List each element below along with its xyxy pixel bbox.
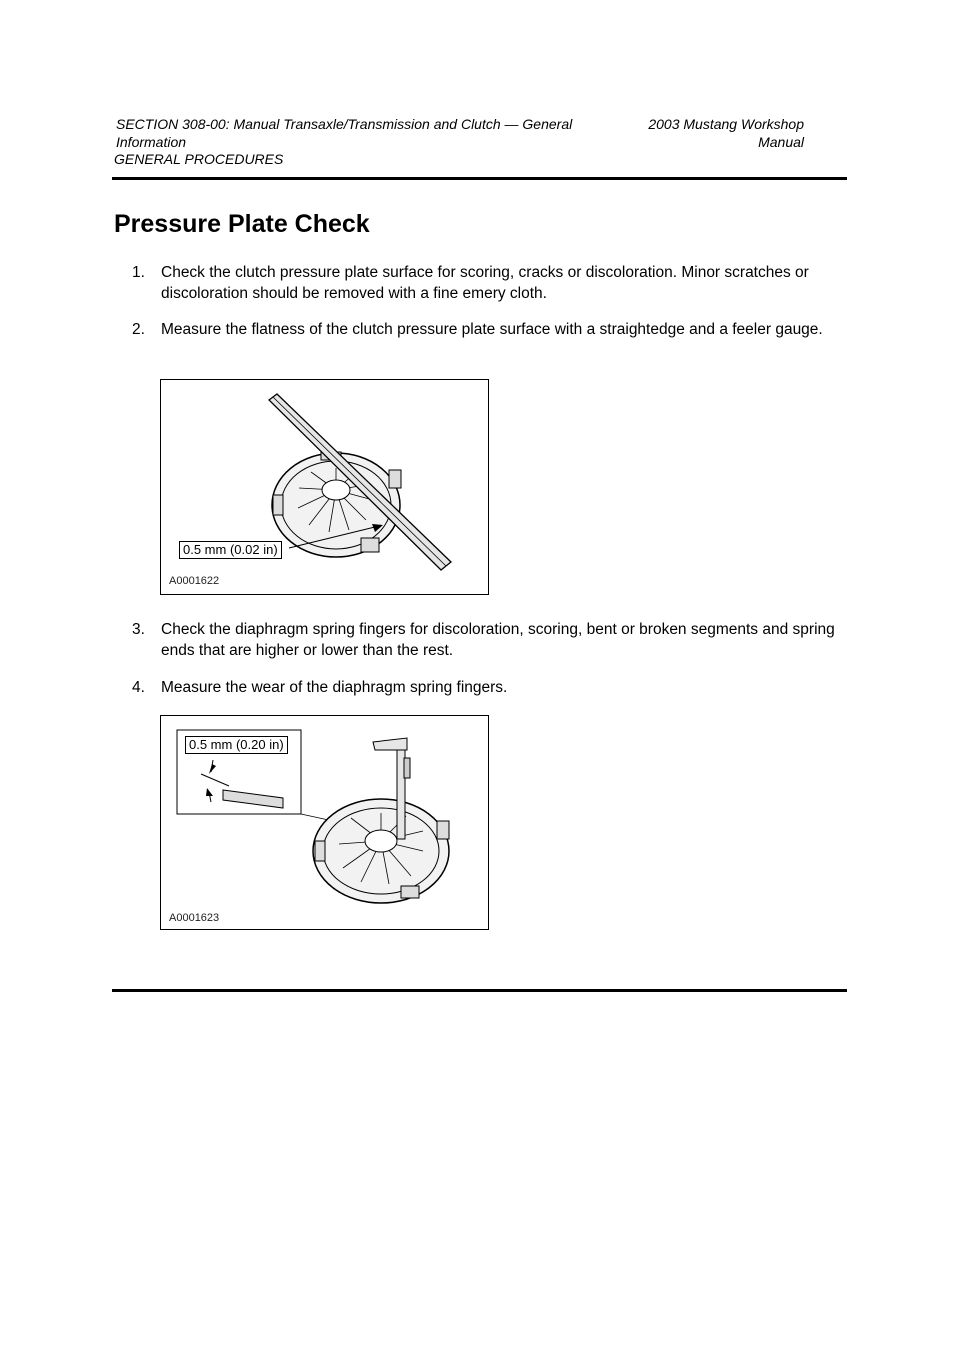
figure-id: A0001623 xyxy=(169,912,220,924)
step-text: Measure the flatness of the clutch pressure plate surface with a straightedge and a feeler gauge. xyxy=(161,321,823,338)
footer-divider xyxy=(112,989,847,992)
step-number: 3. xyxy=(132,621,145,638)
pressure-plate-straightedge-illustration xyxy=(161,380,488,594)
step-number: 2. xyxy=(132,321,145,338)
section-header: SECTION 308-00: Manual Transaxle/Transmission and Clutch — General Information xyxy=(116,116,573,150)
step-text: Measure the wear of the diaphragm spring fingers. xyxy=(161,679,508,696)
finger-wear-callout: 0.5 mm (0.20 in) xyxy=(185,736,288,754)
figure-id: A0001622 xyxy=(169,575,220,587)
flatness-callout: 0.5 mm (0.02 in) xyxy=(179,541,282,559)
step-3 xyxy=(132,619,842,661)
page-title: Pressure Plate Check xyxy=(114,210,370,238)
step-1 xyxy=(132,262,842,304)
subsection-header: GENERAL PROCEDURES xyxy=(114,151,284,167)
figure-flatness-check xyxy=(160,379,489,595)
step-number: 1. xyxy=(132,264,145,281)
step-text: Check the clutch pressure plate surface for scoring, cracks or discoloration. Minor scratches or discoloration should be removed with a fine emery cloth. xyxy=(161,264,809,302)
step-2 xyxy=(132,319,842,340)
step-4 xyxy=(132,677,842,698)
manual-title: 2003 Mustang Workshop Manual xyxy=(648,116,804,150)
step-number: 4. xyxy=(132,679,145,696)
figure-finger-wear-check xyxy=(160,715,489,930)
step-text: Check the diaphragm spring fingers for discoloration, scoring, bent or broken segments and spring ends that are higher or lower than the rest. xyxy=(161,621,835,659)
header-divider xyxy=(112,177,847,180)
